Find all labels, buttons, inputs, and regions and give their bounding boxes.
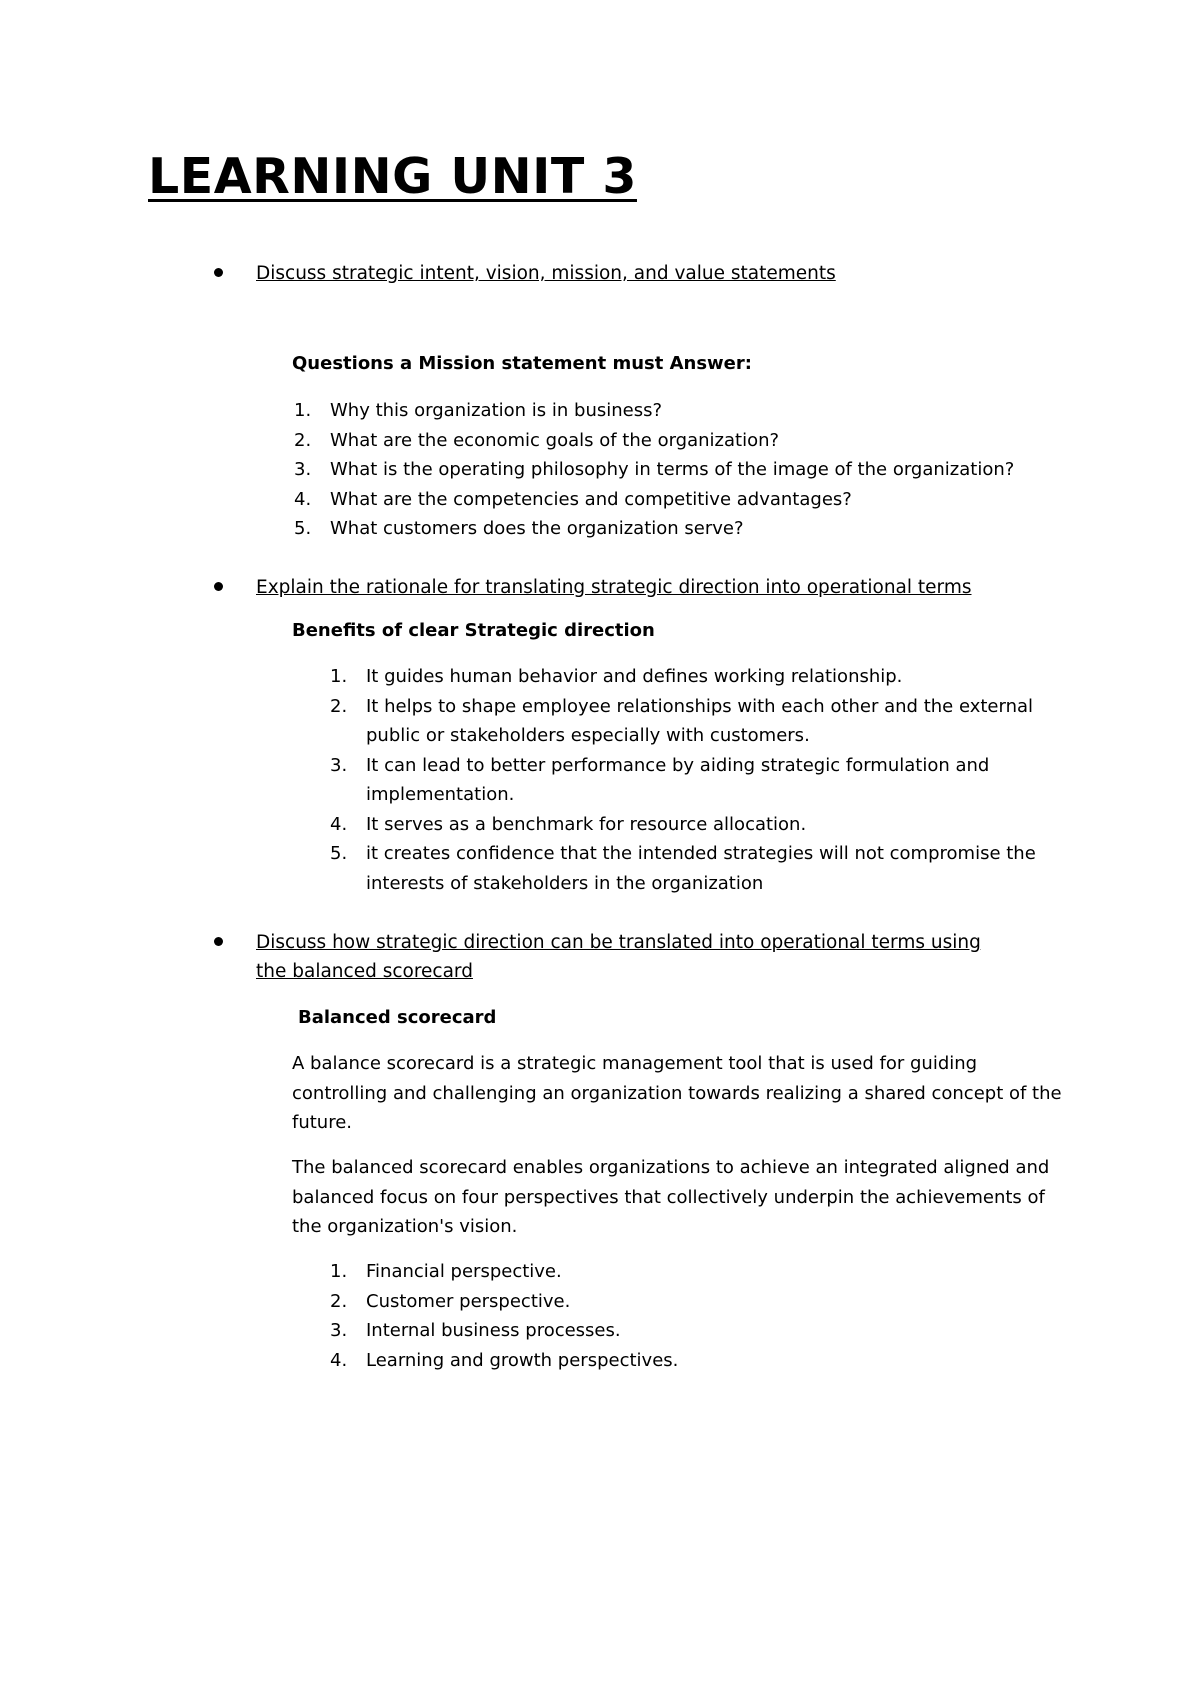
bullet-icon [214,582,223,591]
list-item: 3. It can lead to better performance by aiding strategic formulation and implementation. [330,754,990,805]
section-bullet [0,259,1200,288]
list-item: 2. What are the economic goals of the organization? [294,429,780,451]
page-title: LEARNING UNIT 3 [148,148,637,205]
section-bullet [0,573,1200,602]
numbered-list [330,662,1066,898]
section-bullet-text: Discuss how strategic direction can be translated into operational terms using the balanced scorecard [256,932,981,982]
list-item: 4. Learning and growth perspectives. [330,1349,679,1371]
list-item: 3. Internal business processes. [330,1320,621,1341]
section-bullet-text: Explain the rationale for translating strategic direction into operational terms [256,577,972,598]
numbered-list [294,396,1090,544]
list-item: 5. it creates confidence that the intended strategies will not compromise the interests of stakeholders in the organization [330,843,1036,894]
list-item: 2. It helps to shape employee relationships with each other and the external public or stakeholders especially with customers. [330,695,1034,746]
list-item: 2. Customer perspective. [330,1290,571,1312]
list-item: 3. What is the operating philosophy in terms of the image of the organization? [294,459,1015,480]
section-heading: Benefits of clear Strategic direction [292,620,655,641]
bullet-icon [214,268,223,277]
list-item: 1. Financial perspective. [330,1261,562,1282]
list-item: 1. It guides human behavior and defines working relationship. [330,666,903,687]
list-item: 4. It serves as a benchmark for resource allocation. [330,813,807,835]
numbered-list [330,1257,1066,1375]
bullet-icon [214,937,223,946]
paragraph: The balanced scorecard enables organizations to achieve an integrated aligned and balanced focus on four perspectives that collectively underpin the achievements of the organization's vision. [292,1157,1050,1237]
section-bullet [0,928,1200,986]
section-heading: Questions a Mission statement must Answer: [292,353,752,374]
section-heading: Balanced scorecard [298,1007,497,1028]
list-item: 1. Why this organization is in business? [294,400,663,421]
list-item: 4. What are the competencies and competitive advantages? [294,488,852,510]
paragraph: A balance scorecard is a strategic management tool that is used for guiding controlling and challenging an organization towards realizing a shared concept of the future. [292,1053,1062,1133]
section-bullet-text: Discuss strategic intent, vision, mission, and value statements [256,263,836,284]
list-item: 5. What customers does the organization serve? [294,518,744,539]
